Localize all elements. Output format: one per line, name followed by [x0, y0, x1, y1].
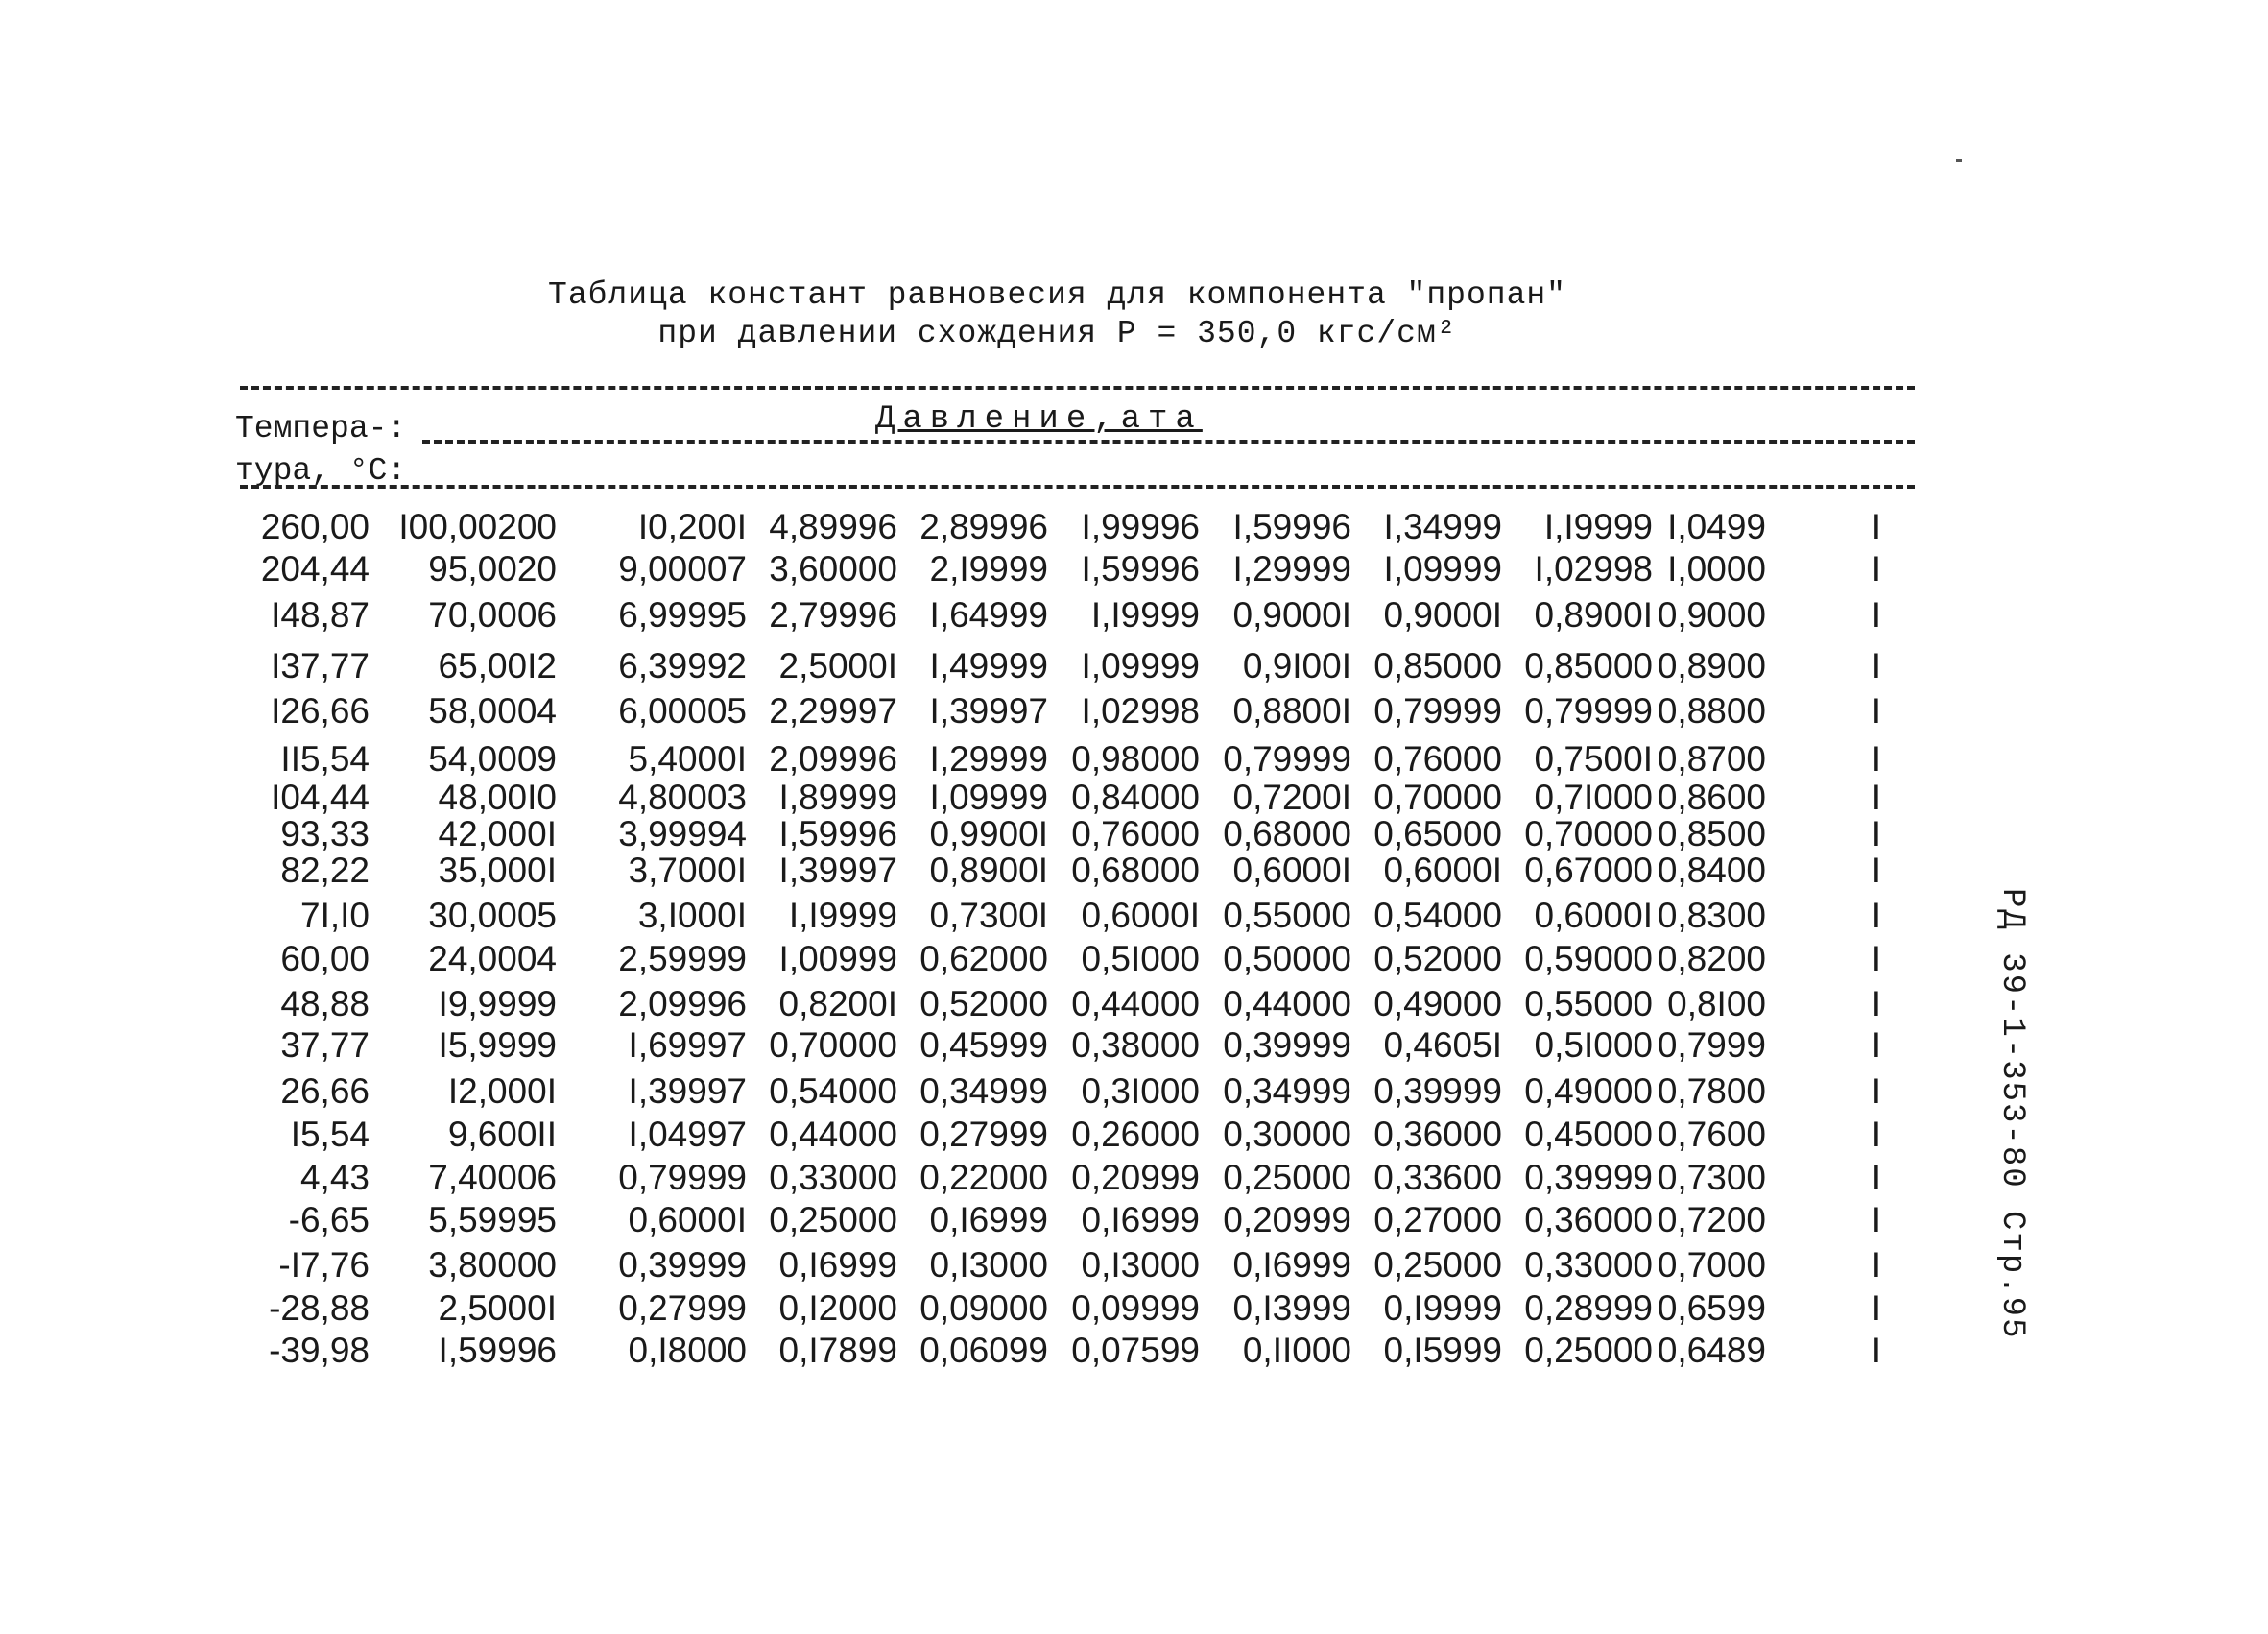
value-cell: 0,7600	[1657, 1115, 1766, 1154]
value-cell: 0,6000I	[1081, 896, 1200, 935]
marker-cell: I	[1871, 507, 1881, 546]
marker-cell: I	[1871, 1288, 1881, 1328]
value-cell: 0,25000	[1223, 1158, 1351, 1197]
temperature-cell: 4,43	[299, 1158, 370, 1197]
temperature-cell: 60,00	[280, 939, 370, 978]
value-cell: 0,25000	[1524, 1331, 1653, 1370]
value-cell: 95,0020	[428, 549, 557, 589]
marker-cell: I	[1871, 1158, 1881, 1197]
value-cell: 0,79999	[1373, 691, 1502, 731]
marker-cell: I	[1871, 778, 1881, 817]
value-cell: 65,00I2	[438, 646, 557, 685]
value-cell: I,00999	[778, 939, 897, 978]
document-reference: РД 39-1-353-80 Стр.95	[1993, 888, 2030, 1340]
value-cell: I2,000I	[447, 1071, 557, 1111]
value-cell: 0,79999	[1223, 739, 1351, 779]
value-cell: 0,7000	[1657, 1245, 1766, 1285]
marker-cell: I	[1871, 984, 1881, 1023]
value-cell: 0,7I000	[1534, 778, 1653, 817]
value-cell: 6,00005	[618, 691, 747, 731]
marker-cell: I	[1871, 1200, 1881, 1239]
value-cell: 0,07599	[1071, 1331, 1200, 1370]
value-cell: 0,25000	[769, 1200, 897, 1239]
title-line-1: Таблица констант равновесия для компонента "пропан"	[548, 277, 1566, 313]
value-cell: 0,I6999	[778, 1245, 897, 1285]
value-cell: 0,33000	[1524, 1245, 1653, 1285]
temperature-cell: -I7,76	[278, 1245, 370, 1285]
marker-cell: I	[1871, 1245, 1881, 1285]
temperature-cell: II5,54	[280, 739, 370, 779]
value-cell: 0,II000	[1242, 1331, 1351, 1370]
value-cell: I,39997	[929, 691, 1048, 731]
value-cell: I,34999	[1383, 507, 1502, 546]
temperature-cell: I48,87	[271, 595, 370, 635]
temperature-cell: 93,33	[280, 814, 370, 853]
value-cell: 0,26000	[1071, 1115, 1200, 1154]
value-cell: I,02998	[1081, 691, 1200, 731]
temperature-cell: 7I,I0	[300, 896, 370, 935]
value-cell: 6,99995	[618, 595, 747, 635]
value-cell: 0,54000	[769, 1071, 897, 1111]
value-cell: 0,22000	[919, 1158, 1048, 1197]
value-cell: 5,4000I	[628, 739, 747, 779]
value-cell: 2,I9999	[929, 549, 1048, 589]
value-cell: 0,I3999	[1232, 1288, 1351, 1328]
temperature-cell: 48,88	[280, 984, 370, 1023]
value-cell: I,59996	[1081, 549, 1200, 589]
value-cell: 0,65000	[1373, 814, 1502, 853]
value-cell: 0,70000	[1524, 814, 1653, 853]
value-cell: 0,6000I	[1383, 851, 1502, 890]
value-cell: 0,8I00	[1667, 984, 1766, 1023]
table-title	[0, 276, 2191, 353]
value-cell: 0,9900I	[929, 814, 1048, 853]
value-cell: 0,44000	[1223, 984, 1351, 1023]
value-cell: 0,09000	[919, 1288, 1048, 1328]
marker-cell: I	[1871, 896, 1881, 935]
value-cell: 0,7500I	[1534, 739, 1653, 779]
value-cell: 42,000I	[438, 814, 557, 853]
temperature-header-line-1: Темпера-:	[235, 411, 407, 446]
value-cell: 0,85000	[1524, 646, 1653, 685]
temperature-cell: I5,54	[290, 1115, 370, 1154]
value-cell: 0,I2000	[778, 1288, 897, 1328]
value-cell: I,39997	[778, 851, 897, 890]
value-cell: 0,8900I	[929, 851, 1048, 890]
value-cell: I,02998	[1534, 549, 1653, 589]
marker-cell: I	[1871, 739, 1881, 779]
value-cell: 0,I6999	[929, 1200, 1048, 1239]
value-cell: 0,39999	[1223, 1025, 1351, 1065]
value-cell: 0,09999	[1071, 1288, 1200, 1328]
value-cell: 0,36000	[1373, 1115, 1502, 1154]
temperature-cell: -6,65	[288, 1200, 370, 1239]
temperature-cell: I04,44	[271, 778, 370, 817]
value-cell: 0,8700	[1657, 739, 1766, 779]
value-cell: 0,7200I	[1232, 778, 1351, 817]
value-cell: 0,8400	[1657, 851, 1766, 890]
temperature-cell: 26,66	[280, 1071, 370, 1111]
value-cell: 0,6599	[1657, 1288, 1766, 1328]
marker-cell: I	[1871, 851, 1881, 890]
value-cell: 48,00I0	[438, 778, 557, 817]
value-cell: 0,68000	[1071, 851, 1200, 890]
value-cell: 0,7300	[1657, 1158, 1766, 1197]
value-cell: 4,80003	[618, 778, 747, 817]
value-cell: 0,39999	[618, 1245, 747, 1285]
value-cell: 0,52000	[1373, 939, 1502, 978]
value-cell: 2,5000I	[778, 646, 897, 685]
value-cell: 0,27000	[1373, 1200, 1502, 1239]
value-cell: I,39997	[628, 1071, 747, 1111]
value-cell: 24,0004	[428, 939, 557, 978]
value-cell: 0,7300I	[929, 896, 1048, 935]
value-cell: I9,9999	[438, 984, 557, 1023]
value-cell: 0,I6999	[1232, 1245, 1351, 1285]
value-cell: I,29999	[1232, 549, 1351, 589]
temperature-cell: 260,00	[260, 507, 370, 546]
value-cell: 0,20999	[1223, 1200, 1351, 1239]
title-line-2: при давлении схождения P = 350,0 кгс/см²	[657, 316, 1457, 351]
value-cell: 0,85000	[1373, 646, 1502, 685]
value-cell: 0,33000	[769, 1158, 897, 1197]
value-cell: 0,34999	[919, 1071, 1048, 1111]
marker-cell: I	[1871, 814, 1881, 853]
value-cell: 2,5000I	[438, 1288, 557, 1328]
value-cell: 0,49000	[1373, 984, 1502, 1023]
value-cell: 0,7200	[1657, 1200, 1766, 1239]
value-cell: 0,5I000	[1534, 1025, 1653, 1065]
speck-mark	[1956, 159, 1962, 162]
value-cell: 30,0005	[428, 896, 557, 935]
value-cell: 0,5I000	[1081, 939, 1200, 978]
value-cell: 0,34999	[1223, 1071, 1351, 1111]
value-cell: I,29999	[929, 739, 1048, 779]
value-cell: I,59996	[1232, 507, 1351, 546]
value-cell: I,09999	[929, 778, 1048, 817]
value-cell: 3,I000I	[637, 896, 747, 935]
value-cell: 3,60000	[769, 549, 897, 589]
value-cell: 0,45999	[919, 1025, 1048, 1065]
pressure-header	[422, 401, 1915, 449]
value-cell: I,49999	[929, 646, 1048, 685]
marker-cell: I	[1871, 646, 1881, 685]
value-cell: 0,27999	[919, 1115, 1048, 1154]
value-cell: 6,39992	[618, 646, 747, 685]
value-cell: 4,89996	[769, 507, 897, 546]
value-cell: 2,79996	[769, 595, 897, 635]
header-bottom-dashed-rule	[240, 485, 1915, 489]
value-cell: 0,28999	[1524, 1288, 1653, 1328]
value-cell: 0,33600	[1373, 1158, 1502, 1197]
value-cell: 2,89996	[919, 507, 1048, 546]
value-cell: 7,40006	[428, 1158, 557, 1197]
value-cell: 0,84000	[1071, 778, 1200, 817]
temperature-cell: 37,77	[280, 1025, 370, 1065]
value-cell: I,I9999	[1090, 595, 1200, 635]
value-cell: 0,9000I	[1232, 595, 1351, 635]
value-cell: I,59996	[778, 814, 897, 853]
value-cell: 0,76000	[1071, 814, 1200, 853]
value-cell: 0,8200	[1657, 939, 1766, 978]
temperature-header-line-2: тура, °C:	[235, 453, 407, 489]
value-cell: 0,8600	[1657, 778, 1766, 817]
temperature-cell: 82,22	[280, 851, 370, 890]
marker-cell: I	[1871, 1331, 1881, 1370]
value-cell: I,09999	[1081, 646, 1200, 685]
value-cell: 0,8800I	[1232, 691, 1351, 731]
value-cell: 0,44000	[769, 1115, 897, 1154]
value-cell: 2,59999	[618, 939, 747, 978]
value-cell: 0,67000	[1524, 851, 1653, 890]
value-cell: 0,50000	[1223, 939, 1351, 978]
temperature-cell: I26,66	[271, 691, 370, 731]
marker-cell: I	[1871, 1071, 1881, 1111]
value-cell: 0,39999	[1373, 1071, 1502, 1111]
value-cell: 0,4605I	[1383, 1025, 1502, 1065]
value-cell: 0,38000	[1071, 1025, 1200, 1065]
temperature-cell: 204,44	[260, 549, 370, 589]
value-cell: 0,I9999	[1383, 1288, 1502, 1328]
marker-cell: I	[1871, 1025, 1881, 1065]
value-cell: 9,00007	[618, 549, 747, 589]
value-cell: 35,000I	[438, 851, 557, 890]
marker-cell: I	[1871, 549, 1881, 589]
value-cell: 0,6000I	[1232, 851, 1351, 890]
value-cell: 0,68000	[1223, 814, 1351, 853]
value-cell: I00,00200	[398, 507, 557, 546]
value-cell: I,I9999	[788, 896, 897, 935]
value-cell: 3,80000	[428, 1245, 557, 1285]
value-cell: I,69997	[628, 1025, 747, 1065]
value-cell: 0,55000	[1524, 984, 1653, 1023]
value-cell: I5,9999	[438, 1025, 557, 1065]
value-cell: 0,25000	[1373, 1245, 1502, 1285]
value-cell: 0,45000	[1524, 1115, 1653, 1154]
value-cell: I,I9999	[1543, 507, 1653, 546]
value-cell: 0,79999	[618, 1158, 747, 1197]
value-cell: 5,59995	[428, 1200, 557, 1239]
temperature-header	[235, 408, 406, 493]
value-cell: 0,9I00I	[1242, 646, 1351, 685]
value-cell: 0,8500	[1657, 814, 1766, 853]
value-cell: 54,0009	[428, 739, 557, 779]
value-cell: 0,I6999	[1081, 1200, 1200, 1239]
value-cell: 58,0004	[428, 691, 557, 731]
value-cell: 0,70000	[1373, 778, 1502, 817]
marker-cell: I	[1871, 691, 1881, 731]
value-cell: 0,36000	[1524, 1200, 1653, 1239]
value-cell: 0,8800	[1657, 691, 1766, 731]
value-cell: 0,9000	[1657, 595, 1766, 635]
value-cell: 0,7800	[1657, 1071, 1766, 1111]
value-cell: 0,52000	[919, 984, 1048, 1023]
value-cell: 0,8200I	[778, 984, 897, 1023]
value-cell: 0,9000I	[1383, 595, 1502, 635]
value-cell: 0,I5999	[1383, 1331, 1502, 1370]
temperature-cell: -39,98	[269, 1331, 370, 1370]
value-cell: 0,20999	[1071, 1158, 1200, 1197]
value-cell: 0,06099	[919, 1331, 1048, 1370]
value-cell: 0,8300	[1657, 896, 1766, 935]
temperature-cell: I37,77	[271, 646, 370, 685]
value-cell: 0,8900	[1657, 646, 1766, 685]
value-cell: 0,70000	[769, 1025, 897, 1065]
value-cell: 0,6000I	[628, 1200, 747, 1239]
value-cell: 0,I8000	[628, 1331, 747, 1370]
value-cell: I,0000	[1667, 549, 1766, 589]
value-cell: I,99996	[1081, 507, 1200, 546]
value-cell: 0,98000	[1071, 739, 1200, 779]
marker-cell: I	[1871, 595, 1881, 635]
value-cell: I,09999	[1383, 549, 1502, 589]
value-cell: 0,I7899	[778, 1331, 897, 1370]
value-cell: 2,09996	[769, 739, 897, 779]
value-cell: I,59996	[438, 1331, 557, 1370]
temperature-cell: -28,88	[269, 1288, 370, 1328]
marker-cell: I	[1871, 939, 1881, 978]
value-cell: I,04997	[628, 1115, 747, 1154]
value-cell: I,89999	[778, 778, 897, 817]
value-cell: 0,30000	[1223, 1115, 1351, 1154]
value-cell: 0,76000	[1373, 739, 1502, 779]
value-cell: 0,6489	[1657, 1331, 1766, 1370]
top-dashed-rule	[240, 386, 1915, 390]
value-cell: 70,0006	[428, 595, 557, 635]
value-cell: 0,I3000	[929, 1245, 1048, 1285]
value-cell: 0,55000	[1223, 896, 1351, 935]
value-cell: 9,600II	[447, 1115, 557, 1154]
marker-cell: I	[1871, 1115, 1881, 1154]
value-cell: 0,3I000	[1081, 1071, 1200, 1111]
value-cell: I0,200I	[637, 507, 747, 546]
value-cell: 0,44000	[1071, 984, 1200, 1023]
value-cell: 0,39999	[1524, 1158, 1653, 1197]
value-cell: 0,6000I	[1534, 896, 1653, 935]
value-cell: 0,79999	[1524, 691, 1653, 731]
value-cell: 3,7000I	[628, 851, 747, 890]
value-cell: 2,09996	[618, 984, 747, 1023]
pressure-header-rule	[422, 440, 1915, 444]
value-cell: 0,7999	[1657, 1025, 1766, 1065]
value-cell: 3,99994	[618, 814, 747, 853]
value-cell: 0,62000	[919, 939, 1048, 978]
value-cell: I,0499	[1667, 507, 1766, 546]
value-cell: I,64999	[929, 595, 1048, 635]
value-cell: 2,29997	[769, 691, 897, 731]
value-cell: 0,27999	[618, 1288, 747, 1328]
value-cell: 0,59000	[1524, 939, 1653, 978]
value-cell: 0,54000	[1373, 896, 1502, 935]
pressure-header-label: Давление,ата	[864, 401, 1214, 438]
value-cell: 0,49000	[1524, 1071, 1653, 1111]
value-cell: 0,I3000	[1081, 1245, 1200, 1285]
value-cell: 0,8900I	[1534, 595, 1653, 635]
